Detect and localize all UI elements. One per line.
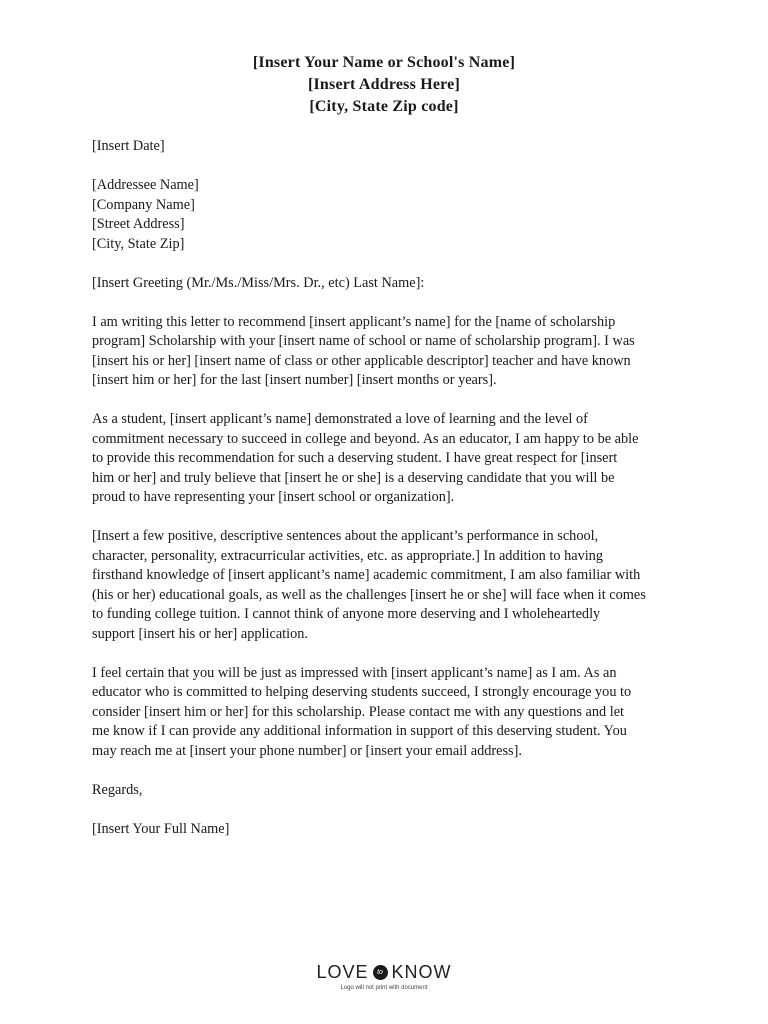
letter-body bbox=[92, 137, 712, 839]
addressee-name: [Addressee Name] bbox=[92, 177, 199, 193]
logo-badge-icon: to bbox=[373, 965, 388, 980]
letterhead-address: [Insert Address Here] bbox=[307, 76, 461, 93]
paragraph-line: consider [insert him or her] for this scholarship. Please contact me with any questions and let bbox=[92, 703, 625, 720]
paragraph-line: I am writing this letter to recommend [insert applicant’s name] for the [name of scholarship bbox=[92, 313, 616, 330]
paragraph-line: educator who is committed to helping deserving students succeed, I strongly encourage you to bbox=[92, 684, 632, 700]
paragraph-line: As a student, [insert applicant’s name] demonstrated a love of learning and the level of bbox=[92, 411, 588, 427]
letterhead-city: [City, State Zip code] bbox=[309, 98, 459, 115]
paragraph-line: me know if I can provide any additional information in support of this deserving student. You bbox=[92, 723, 627, 739]
paragraph-line: support [insert his or her] application. bbox=[92, 625, 308, 642]
paragraph-4 bbox=[92, 664, 712, 762]
logo-text-left: LOVE bbox=[316, 962, 369, 982]
paragraph-line: character, personality, extracurricular activities, etc. as appropriate.] In addition to having bbox=[92, 547, 603, 564]
paragraph-line: to provide this recommendation for such a deserving student. I have great respect for [insert bbox=[92, 450, 618, 466]
paragraph-2 bbox=[92, 410, 712, 508]
letterhead bbox=[0, 52, 768, 118]
paragraph-line: to funding college tuition. I cannot think of anyone more deserving and I wholeheartedly bbox=[92, 606, 601, 622]
lovetoknow-logo bbox=[316, 962, 451, 983]
logo-note: Logo will not print with document bbox=[340, 985, 428, 991]
paragraph-line: I feel certain that you will be just as impressed with [insert applicant’s name] as I am. As an bbox=[92, 664, 617, 681]
paragraph-line: commitment necessary to succeed in college and beyond. As an educator, I am happy to be able bbox=[92, 430, 639, 447]
letter-date: [Insert Date] bbox=[92, 138, 165, 154]
paragraph-3 bbox=[92, 527, 712, 644]
paragraph-line: (his or her) educational goals, as well as the challenges [insert he or she] will face when it comes bbox=[92, 586, 646, 603]
paragraph-line: program] Scholarship with your [insert name of school or name of scholarship program]. I was bbox=[92, 333, 635, 349]
closing: Regards, bbox=[92, 781, 143, 798]
logo-text-right: KNOW bbox=[391, 962, 452, 982]
paragraph-line: [Insert a few positive, descriptive sentences about the applicant’s performance in school, bbox=[92, 528, 599, 544]
letterhead-name: [Insert Your Name or School's Name] bbox=[252, 54, 516, 71]
paragraph-line: [insert his or her] [insert name of class or other applicable descriptor] teacher and have known bbox=[92, 352, 631, 369]
paragraph-line: firsthand knowledge of [insert applicant’s name] academic commitment, I am also familiar with bbox=[92, 567, 641, 583]
signature-name: [Insert Your Full Name] bbox=[92, 820, 230, 837]
addressee-city: [City, State Zip] bbox=[92, 235, 185, 252]
addressee-company: [Company Name] bbox=[92, 196, 195, 213]
paragraph-line: may reach me at [insert your phone number] or [insert your email address]. bbox=[92, 742, 522, 759]
addressee-block bbox=[92, 176, 712, 254]
footer bbox=[0, 962, 768, 991]
paragraph-line: [insert him or her] for the last [insert number] [insert months or years]. bbox=[92, 372, 497, 388]
addressee-street: [Street Address] bbox=[92, 216, 185, 232]
paragraph-line: him or her] and truly believe that [insert he or she] is a deserving candidate that you will be bbox=[92, 469, 615, 486]
greeting: [Insert Greeting (Mr./Ms./Miss/Mrs. Dr., etc) Last Name]: bbox=[92, 274, 425, 291]
paragraph-line: proud to have representing your [insert school or organization]. bbox=[92, 489, 455, 505]
paragraph-1 bbox=[92, 313, 712, 391]
